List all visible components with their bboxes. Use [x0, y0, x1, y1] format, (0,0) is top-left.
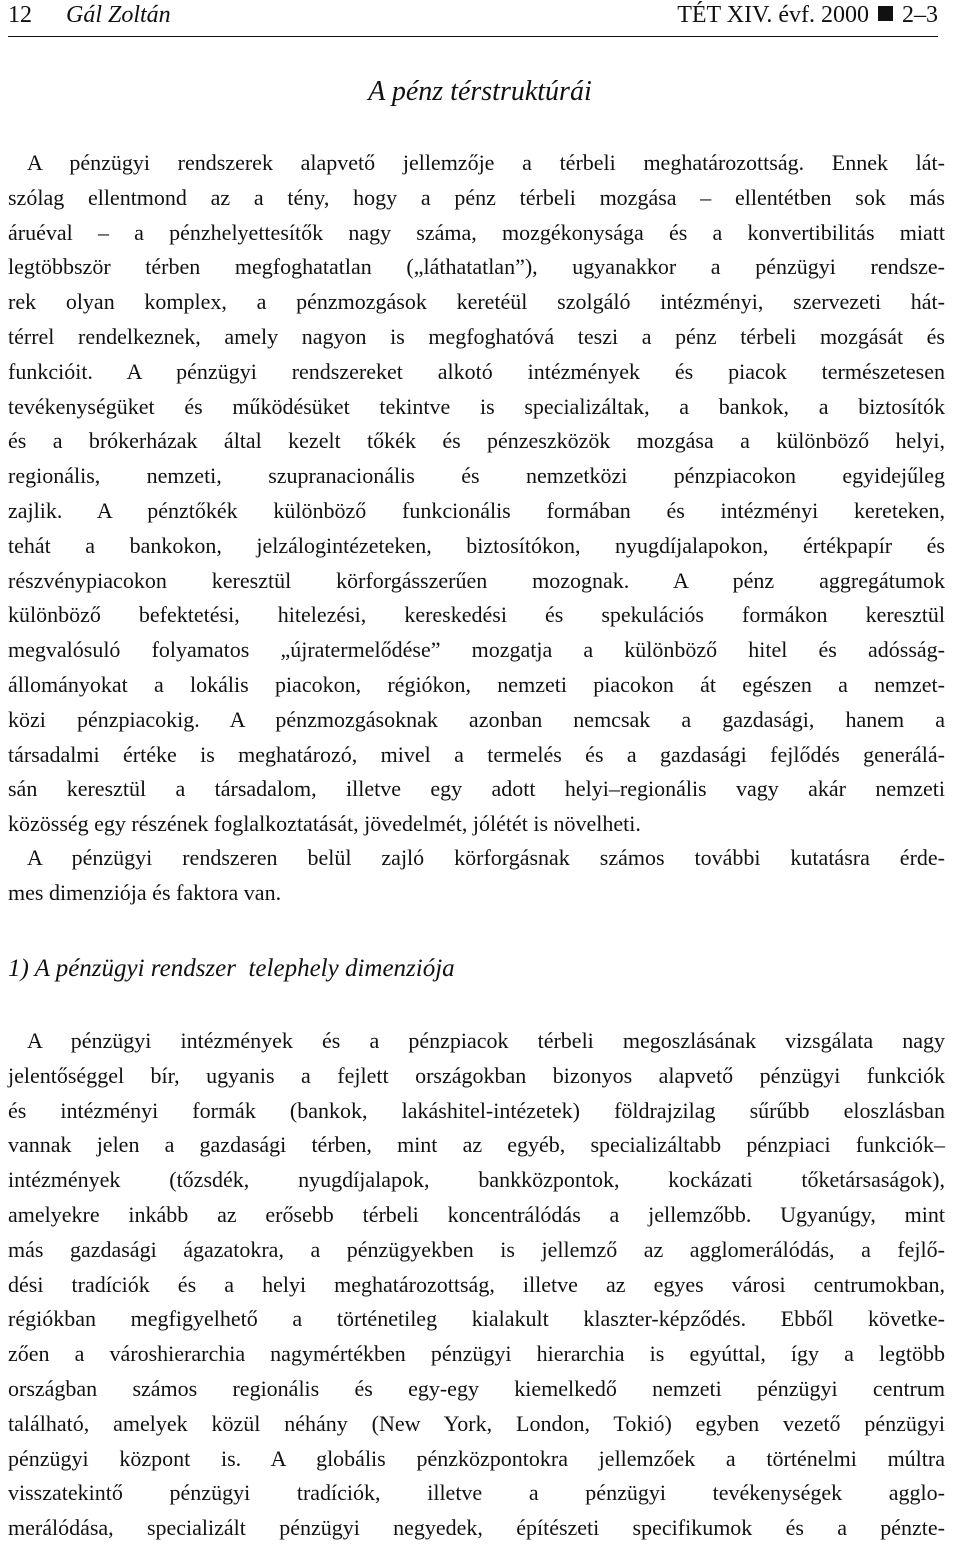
text-line: és intézményi formák (bankok, lakáshitel-intézetek) földrajzilag sűrűbb eloszlásban	[8, 1097, 945, 1123]
text-line: zajlik. A pénztőkék különböző funkcionális formában és intézményi kereteken,	[8, 498, 945, 523]
page-number: 12	[8, 2, 32, 28]
text-line: országban számos regionális és egy-egy kiemelkedő nemzeti pénzügyi centrum	[8, 1376, 945, 1401]
text-line: jelentőséggel bír, ugyanis a fejlett országokban bizonyos alapvető pénzügyi funkciók	[8, 1062, 945, 1088]
text-line: áruéval – a pénzhelyettesítők nagy száma, mozgékonysága és a konvertibilitás miatt	[8, 219, 945, 245]
text-line: szólag ellentmond az a tény, hogy a pénz térbeli mozgása – ellentétben sok más	[8, 184, 945, 210]
text-line: térrel rendelkeznek, amely nagyon is megfoghatóvá teszi a pénz térbeli mozgását és	[8, 324, 945, 349]
text-line: sán keresztül a társadalom, illetve egy adott helyi–regionális vagy akár nemzeti	[8, 776, 945, 802]
text-line: dési tradíciók és a helyi meghatározottság, illetve az egyes városi centrumokban,	[8, 1271, 945, 1297]
text-line: különböző befektetési, hitelezési, kereskedési és spekulációs formákon keresztül	[8, 602, 945, 628]
text-line: közi pénzpiacokig. A pénzmozgásoknak azonban nemcsak a gazdasági, hanem a	[8, 706, 945, 732]
journal-volume: TÉT XIV. évf. 2000	[677, 2, 869, 28]
text-line: regionális, nemzeti, szupranacionális és nemzetközi pénzpiacokon egyidejűleg	[8, 463, 945, 489]
text-line: tehát a bankokon, jelzálogintézeteken, biztosítókon, nyugdíjalapokon, értékpapír és	[8, 532, 945, 558]
black-square-icon	[878, 6, 893, 21]
text-line: tevékenységüket és működésüket tekintve is specializáltak, a bankok, a biztosítók	[8, 393, 945, 419]
section-title: A pénz térstruktúrái	[368, 76, 592, 107]
text-line: visszatekintő pénzügyi tradíciók, illetve a pénzügyi tevékenységek agglo-	[8, 1480, 945, 1506]
text-line: intézmények (tőzsdék, nyugdíjalapok, bankközpontok, kockázati tőketársaságok),	[8, 1167, 945, 1193]
subsection-heading: 1) A pénzügyi rendszer telephely dimenziója	[8, 955, 455, 982]
text-line: részvénypiacokon keresztül körforgásszerűen mozognak. A pénz aggregátumok	[8, 567, 945, 593]
text-line: állományokat a lokális piacokon, régiókon, nemzeti piacokon át egészen a nemzet-	[8, 672, 945, 697]
text-line: más gazdasági ágazatokra, a pénzügyekben is jellemző az agglomerálódás, a fejlő-	[8, 1236, 945, 1262]
text-line: rek olyan komplex, a pénzmozgások keretéül szolgáló intézményi, szervezeti hát-	[8, 289, 945, 315]
text-line: található, amelyek közül néhány (New York, London, Tokió) egyben vezető pénzügyi	[8, 1410, 945, 1436]
author-name: Gál Zoltán	[66, 2, 171, 28]
text-line: mes dimenziója és faktora van.	[8, 879, 282, 905]
journal-issue: 2–3	[902, 2, 938, 28]
text-line: pénzügyi központ is. A globális pénzközpontokra jellemzőek a történelmi múltra	[8, 1445, 945, 1471]
text-line: megvalósuló folyamatos „újratermelődése” mozgatja a különböző hitel és adósság-	[8, 637, 945, 663]
text-line: A pénzügyi intézmények és a pénzpiacok térbeli megoszlásának vizsgálata nagy	[27, 1028, 945, 1053]
text-line: legtöbbször térben megfoghatatlan („láthatatlan”), ugyanakkor a pénzügyi rendsze-	[8, 254, 945, 280]
text-line: zően a városhierarchia nagymértékben pénzügyi hierarchia is egyúttal, így a legtöbb	[8, 1341, 945, 1367]
text-line: merálódása, specializált pénzügyi negyedek, építészeti specifikumok és a pénzte-	[8, 1515, 945, 1541]
text-line: amelyekre inkább az erősebb térbeli koncentrálódás a jellemzőbb. Ugyanúgy, mint	[8, 1202, 945, 1227]
text-line: vannak jelen a gazdasági térben, mint az egyéb, specializáltabb pénzpiaci funkciók–	[8, 1132, 945, 1158]
text-line: társadalmi értéke is meghatározó, mivel a termelés és a gazdasági fejlődés generálá-	[8, 741, 945, 767]
running-header	[8, 0, 938, 37]
text-line: és a brókerházak által kezelt tőkék és pénzeszközök mozgása a különböző helyi,	[8, 428, 945, 454]
text-line: közösség egy részének foglalkoztatását, jövedelmét, jólétét is növelheti.	[8, 811, 641, 837]
text-line: A pénzügyi rendszerek alapvető jellemzője a térbeli meghatározottság. Ennek lát-	[27, 150, 945, 175]
journal-info	[677, 2, 938, 29]
text-line: régiókban megfigyelhető a történetileg kialakult klaszter-képződés. Ebből követke-	[8, 1306, 945, 1332]
text-line: funkcióit. A pénzügyi rendszereket alkotó intézmények és piacok természetesen	[8, 358, 945, 384]
text-line: A pénzügyi rendszeren belül zajló körforgásnak számos további kutatásra érde-	[27, 845, 945, 870]
